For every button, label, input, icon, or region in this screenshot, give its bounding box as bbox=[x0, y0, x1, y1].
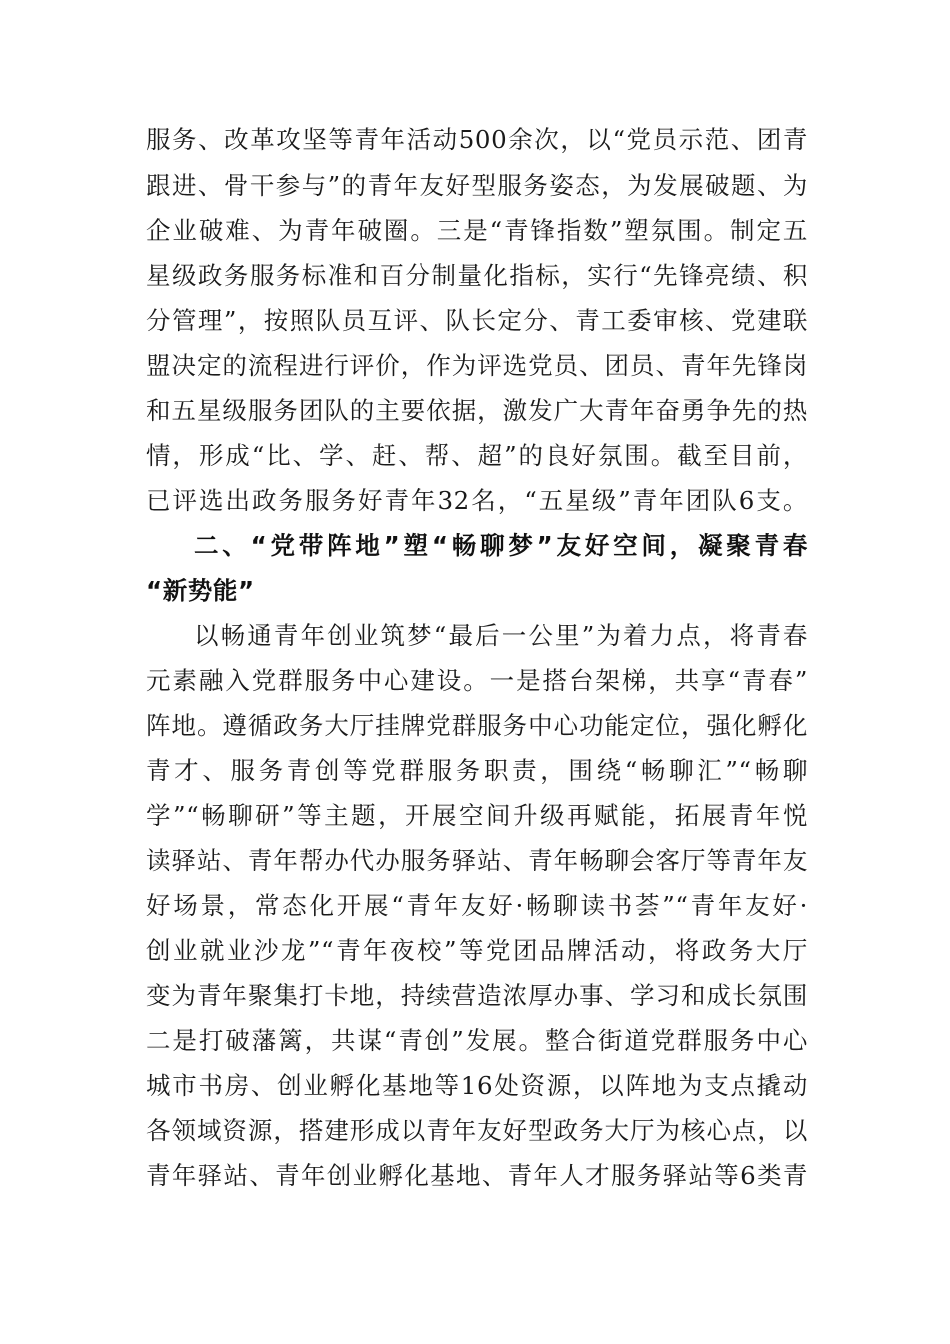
paragraph-line: 青年驿站、青年创业孵化基地、青年人才服务驿站等6类青 bbox=[146, 1161, 808, 1190]
section-heading-line: 二、“党带阵地”塑“畅聊梦”友好空间，凝聚青春 bbox=[194, 531, 808, 560]
paragraph-line: 和五星级服务团队的主要依据，激发广大青年奋勇争先的热 bbox=[146, 396, 808, 425]
paragraph-line: 分管理”，按照队员互评、队长定分、青工委审核、党建联 bbox=[146, 306, 808, 335]
paragraph-line: 青才、服务青创等党群服务职责，围绕“畅聊汇”“畅聊 bbox=[146, 756, 808, 785]
paragraph-line: 以畅通青年创业筑梦“最后一公里”为着力点，将青春 bbox=[194, 621, 808, 650]
paragraph-line: 跟进、骨干参与”的青年友好型服务姿态，为发展破题、为 bbox=[146, 171, 808, 200]
paragraph-line: 服务、改革攻坚等青年活动500余次，以“党员示范、团青 bbox=[146, 125, 808, 154]
section-heading-line: “新势能” bbox=[146, 576, 255, 605]
paragraph-line: 元素融入党群服务中心建设。一是搭台架梯，共享“青春” bbox=[146, 666, 808, 695]
paragraph-line: 二是打破藩篱，共谋“青创”发展。整合街道党群服务中心 bbox=[146, 1026, 808, 1055]
paragraph-line: 已评选出政务服务好青年32名，“五星级”青年团队6支。 bbox=[146, 486, 808, 515]
paragraph-line: 企业破难、为青年破圈。三是“青锋指数”塑氛围。制定五 bbox=[146, 216, 808, 245]
paragraph-line: 星级政务服务标准和百分制量化指标，实行“先锋亮绩、积 bbox=[146, 261, 808, 290]
paragraph-line: 变为青年聚集打卡地，持续营造浓厚办事、学习和成长氛围 bbox=[146, 981, 808, 1010]
paragraph-line: 学”“畅聊研”等主题，开展空间升级再赋能，拓展青年悦 bbox=[146, 801, 808, 830]
paragraph-line: 各领域资源，搭建形成以青年友好型政务大厅为核心点，以 bbox=[146, 1116, 808, 1145]
paragraph-line: 读驿站、青年帮办代办服务驿站、青年畅聊会客厅等青年友 bbox=[146, 846, 808, 875]
paragraph-line: 城市书房、创业孵化基地等16处资源，以阵地为支点撬动 bbox=[146, 1071, 808, 1100]
paragraph-line: 盟决定的流程进行评价，作为评选党员、团员、青年先锋岗 bbox=[146, 351, 808, 380]
paragraph-line: 好场景，常态化开展“青年友好·畅聊读书荟”“青年友好· bbox=[146, 891, 808, 920]
paragraph-line: 阵地。遵循政务大厅挂牌党群服务中心功能定位，强化孵化 bbox=[146, 711, 808, 740]
paragraph-line: 创业就业沙龙”“青年夜校”等党团品牌活动，将政务大厅 bbox=[146, 936, 808, 965]
paragraph-line: 情，形成“比、学、赶、帮、超”的良好氛围。截至目前， bbox=[146, 441, 808, 470]
